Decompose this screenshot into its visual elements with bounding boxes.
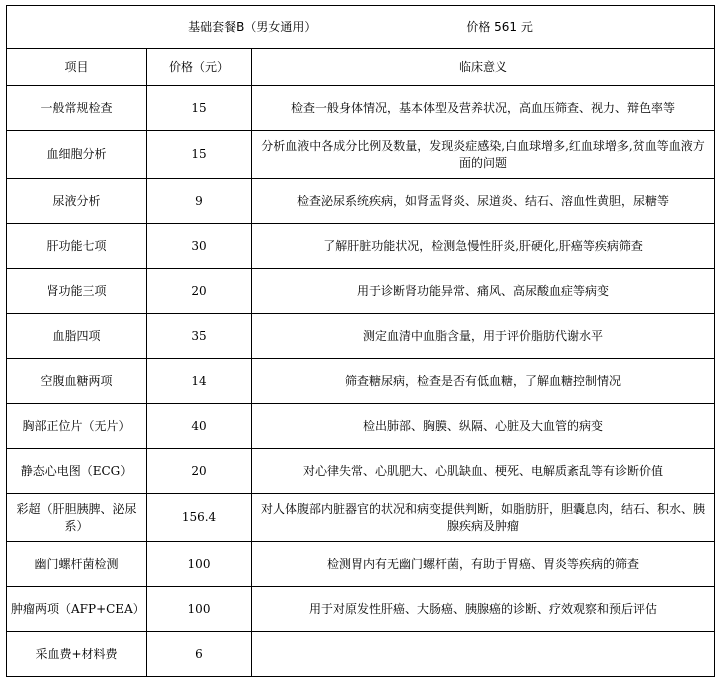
price-cell: 14 [147,359,252,404]
title-row [7,6,715,49]
item-cell: 一般常规检查 [7,86,147,131]
meaning-cell: 测定血清中血脂含量，用于评价脂肪代谢水平 [252,314,715,359]
table-row [7,224,715,269]
item-cell: 肿瘤两项（AFP+CEA） [7,587,147,632]
table-row [7,359,715,404]
item-cell: 血细胞分析 [7,131,147,179]
table-row [7,269,715,314]
item-cell: 幽门螺杆菌检测 [7,542,147,587]
meaning-cell: 检测胃内有无幽门螺杆菌，有助于胃癌、胃炎等疾病的筛查 [252,542,715,587]
table-row [7,179,715,224]
column-header-price: 价格（元） [147,49,252,86]
item-cell: 尿液分析 [7,179,147,224]
title-cell [7,6,715,49]
price-cell: 15 [147,131,252,179]
price-cell: 100 [147,587,252,632]
column-header-item: 项目 [7,49,147,86]
price-cell: 35 [147,314,252,359]
item-cell: 采血费+材料费 [7,632,147,677]
price-cell: 100 [147,542,252,587]
table-row [7,131,715,179]
item-cell: 静态心电图（ECG） [7,449,147,494]
meaning-cell: 用于诊断肾功能异常、痛风、高尿酸血症等病变 [252,269,715,314]
price-cell: 30 [147,224,252,269]
item-cell: 胸部正位片（无片） [7,404,147,449]
item-cell: 空腹血糖两项 [7,359,147,404]
table-row [7,542,715,587]
meaning-cell [252,632,715,677]
table-row [7,449,715,494]
price-cell: 20 [147,269,252,314]
header-row [7,49,715,86]
meaning-cell: 检查一般身体情况，基本体型及营养状况，高血压筛查、视力、辩色率等 [252,86,715,131]
meaning-cell: 用于对原发性肝癌、大肠癌、胰腺癌的诊断、疗效观察和预后评估 [252,587,715,632]
price-cell: 40 [147,404,252,449]
package-name: 基础套餐B（男女通用） [188,19,317,34]
meaning-cell: 筛查糖尿病，检查是否有低血糖，了解血糖控制情况 [252,359,715,404]
meaning-cell: 检出肺部、胸膜、纵隔、心脏及大血管的病变 [252,404,715,449]
table-row [7,494,715,542]
price-cell: 15 [147,86,252,131]
table-row [7,404,715,449]
item-cell: 肝功能七项 [7,224,147,269]
meaning-cell: 对人体腹部内脏器官的状况和病变提供判断，如脂肪肝，胆囊息肉，结石、积水、胰腺疾病及肿瘤 [252,494,715,542]
price-cell: 156.4 [147,494,252,542]
price-cell: 20 [147,449,252,494]
table-row [7,632,715,677]
price-cell: 9 [147,179,252,224]
price-cell: 6 [147,632,252,677]
table-row [7,587,715,632]
item-cell: 肾功能三项 [7,269,147,314]
meaning-cell: 对心律失常、心肌肥大、心肌缺血、梗死、电解质紊乱等有诊断价值 [252,449,715,494]
meaning-cell: 分析血液中各成分比例及数量，发现炎症感染,白血球增多,红血球增多,贫血等血液方面的问题 [252,131,715,179]
meaning-cell: 了解肝脏功能状况，检测急慢性肝炎,肝硬化,肝癌等疾病筛查 [252,224,715,269]
table-row [7,314,715,359]
package-table [6,5,715,677]
table-row [7,86,715,131]
package-price: 价格 561 元 [466,19,533,34]
item-cell: 血脂四项 [7,314,147,359]
meaning-cell: 检查泌尿系统疾病，如肾盂肾炎、尿道炎、结石、溶血性黄胆，尿糖等 [252,179,715,224]
column-header-meaning: 临床意义 [252,49,715,86]
item-cell: 彩超（肝胆胰脾、泌尿系） [7,494,147,542]
